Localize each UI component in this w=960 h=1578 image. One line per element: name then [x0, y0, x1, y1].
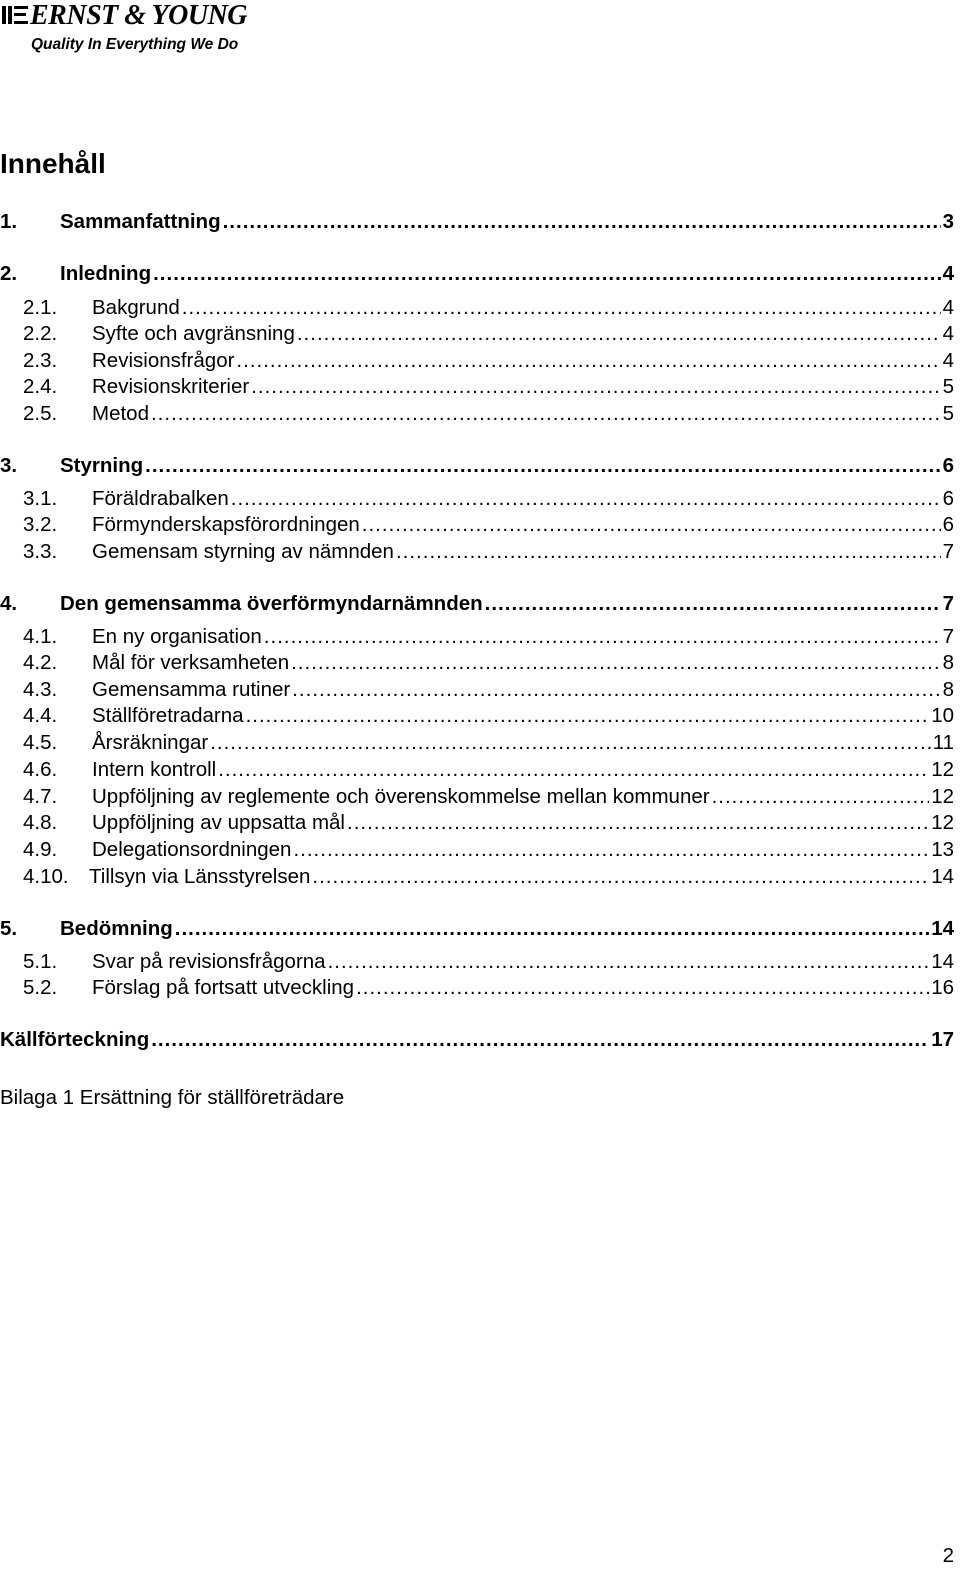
toc-entry-number: 5.1. [23, 950, 58, 973]
toc-entry[interactable] [0, 592, 954, 618]
toc-dot-leader [218, 758, 929, 782]
toc-entry-title: Revisionsfrågor [92, 349, 235, 372]
toc-dot-leader [293, 838, 929, 862]
toc-entry-title: Syfte och avgränsning [92, 322, 295, 345]
toc-entry-title: Föräldrabalken [92, 487, 229, 510]
toc-entry-page: 10 [931, 704, 954, 727]
toc-dot-leader [236, 349, 940, 373]
toc-entry-page: 13 [931, 838, 954, 861]
toc-entry-title: Gemensam styrning av nämnden [92, 540, 394, 563]
toc-entry-title: Förslag på fortsatt utveckling [92, 976, 355, 999]
toc-dot-leader [712, 785, 930, 809]
toc-entry-number: 4.7. [23, 785, 58, 808]
toc-entry[interactable] [0, 540, 954, 566]
logo-tagline: Quality In Everything We Do [31, 36, 239, 53]
toc-dot-leader [251, 375, 940, 399]
toc-entry-number: 2. [0, 262, 18, 285]
toc-entry[interactable] [0, 349, 954, 375]
toc-entry[interactable] [0, 731, 954, 757]
toc-entry-title: Svar på revisionsfrågorna [92, 950, 326, 973]
toc-entry[interactable] [0, 758, 954, 784]
toc-entry-number: 3. [0, 454, 18, 477]
toc-dot-leader [356, 976, 929, 1000]
toc-dot-leader [246, 704, 930, 728]
toc-entry-page: 3 [942, 210, 954, 233]
toc-entry-number: 2.1. [23, 296, 58, 319]
toc-entry-page: 5 [942, 402, 954, 425]
toc-entry-page: 12 [931, 811, 954, 834]
toc-dot-leader [347, 811, 929, 835]
toc-entry-number: 5. [0, 917, 18, 940]
page-number: 2 [942, 1544, 954, 1567]
toc-entry[interactable] [0, 950, 954, 976]
toc-dot-leader [231, 487, 941, 511]
toc-dot-leader [145, 454, 940, 478]
toc-entry-number: 4.9. [23, 838, 58, 861]
toc-entry[interactable] [0, 322, 954, 348]
toc-entry-number: 4. [0, 592, 18, 615]
toc-entry-number: 3.3. [23, 540, 58, 563]
toc-entry-number: 5.2. [23, 976, 58, 999]
toc-entry-page: 17 [931, 1028, 954, 1051]
toc-entry[interactable] [0, 487, 954, 513]
toc-entry-title: Tillsyn via Länsstyrelsen [89, 865, 311, 888]
toc-entry-number: 4.1. [23, 625, 58, 648]
toc-entry-number: 2.2. [23, 322, 58, 345]
ernst-young-logo [0, 0, 260, 60]
toc-entry[interactable] [0, 917, 954, 943]
toc-entry[interactable] [0, 375, 954, 401]
toc-entry-number: 4.8. [23, 811, 58, 834]
toc-dot-leader [362, 513, 941, 537]
toc-dot-leader [210, 731, 931, 755]
ey-logo-mark-icon [2, 6, 28, 24]
toc-entry-page: 16 [931, 976, 954, 999]
toc-entry[interactable] [0, 651, 954, 677]
toc-entry-title: Styrning [60, 454, 144, 477]
toc-entry-title: Uppföljning av reglemente och överenskommelse mellan kommuner [92, 785, 710, 808]
toc-entry[interactable] [0, 865, 954, 891]
toc-entry-page: 6 [942, 487, 954, 510]
toc-entry-page: 8 [942, 651, 954, 674]
toc-dot-leader [396, 540, 941, 564]
toc-dot-leader [151, 402, 941, 426]
toc-entry-title: Förmynderskapsförordningen [92, 513, 360, 536]
toc-entry-page: 4 [942, 296, 954, 319]
toc-entry-title: Delegationsordningen [92, 838, 292, 861]
toc-entry-title: Den gemensamma överförmyndarnämnden [60, 592, 483, 615]
toc-dot-leader [175, 917, 929, 941]
toc-entry-number: 2.5. [23, 402, 58, 425]
toc-entry-page: 14 [931, 865, 954, 888]
toc-entry-page: 14 [931, 917, 954, 940]
toc-entry[interactable] [0, 262, 954, 288]
toc-entry-page: 6 [942, 513, 954, 536]
toc-entry-page: 4 [942, 322, 954, 345]
toc-entry-title: Gemensamma rutiner [92, 678, 291, 701]
toc-entry[interactable] [0, 402, 954, 428]
toc-entry-title: Bedömning [60, 917, 173, 940]
toc-entry-title: Källförteckning [0, 1028, 150, 1051]
toc-entry-number: 3.2. [23, 513, 58, 536]
toc-dot-leader [292, 678, 940, 702]
toc-entry-page: 11 [932, 731, 954, 754]
toc-dot-leader [291, 651, 940, 675]
toc-dot-leader [182, 296, 941, 320]
toc-entry[interactable] [0, 678, 954, 704]
toc-entry-page: 12 [931, 785, 954, 808]
toc-entry[interactable] [0, 454, 954, 480]
toc-entry-number: 4.6. [23, 758, 58, 781]
toc-dot-leader [264, 625, 941, 649]
toc-entry-page: 7 [942, 540, 954, 563]
toc-entry[interactable] [0, 625, 954, 651]
toc-entry-page: 14 [931, 950, 954, 973]
toc-entry-page: 8 [942, 678, 954, 701]
toc-entry-number: 4.2. [23, 651, 58, 674]
toc-entry[interactable] [0, 838, 954, 864]
toc-dot-leader [223, 210, 941, 234]
toc-entry-title: Ställföretradarna [92, 704, 244, 727]
toc-entry-title: Sammanfattning [60, 210, 221, 233]
toc-entry-page: 12 [931, 758, 954, 781]
toc-dot-leader [312, 865, 929, 889]
toc-entry-number: 3.1. [23, 487, 58, 510]
toc-dot-leader [297, 322, 941, 346]
toc-entry[interactable] [0, 704, 954, 730]
toc-entry-title: Metod [92, 402, 149, 425]
toc-entry-title: Uppföljning av uppsatta mål [92, 811, 345, 834]
toc-dot-leader [153, 262, 940, 286]
toc-entry[interactable] [0, 1028, 954, 1054]
toc-entry-number: 4.10. [23, 865, 69, 888]
toc-entry-number: 4.5. [23, 731, 58, 754]
toc-entry[interactable] [0, 785, 954, 811]
toc-entry[interactable] [0, 513, 954, 539]
toc-entry[interactable] [0, 296, 954, 322]
toc-entry[interactable] [0, 976, 954, 1002]
toc-entry-page: 6 [942, 454, 954, 477]
toc-entry-page: 5 [942, 375, 954, 398]
toc-entry-page: 4 [942, 349, 954, 372]
toc-entry[interactable] [0, 811, 954, 837]
toc-entry-page: 7 [942, 592, 954, 615]
toc-entry-title: Bakgrund [92, 296, 180, 319]
toc-dot-leader [151, 1028, 929, 1052]
toc-entry-number: 1. [0, 210, 18, 233]
appendix-entry: Bilaga 1 Ersättning för ställföreträdare [0, 1086, 345, 1109]
toc-entry-number: 2.3. [23, 349, 58, 372]
toc-entry-title: Revisionskriterier [92, 375, 250, 398]
logo-brand: ERNST & YOUNG [30, 0, 248, 31]
toc-entry[interactable] [0, 210, 954, 236]
toc-entry-title: Inledning [60, 262, 152, 285]
toc-title: Innehåll [0, 148, 106, 179]
toc-dot-leader [485, 592, 941, 616]
toc-entry-number: 4.4. [23, 704, 58, 727]
toc-entry-title: Mål för verksamheten [92, 651, 290, 674]
toc-entry-number: 2.4. [23, 375, 58, 398]
toc-entry-number: 4.3. [23, 678, 58, 701]
toc-dot-leader [328, 950, 930, 974]
toc-entry-page: 4 [942, 262, 954, 285]
toc-entry-title: Årsräkningar [92, 731, 209, 754]
toc-entry-page: 7 [942, 625, 954, 648]
toc-entry-title: En ny organisation [92, 625, 262, 648]
toc-entry-title: Intern kontroll [92, 758, 217, 781]
